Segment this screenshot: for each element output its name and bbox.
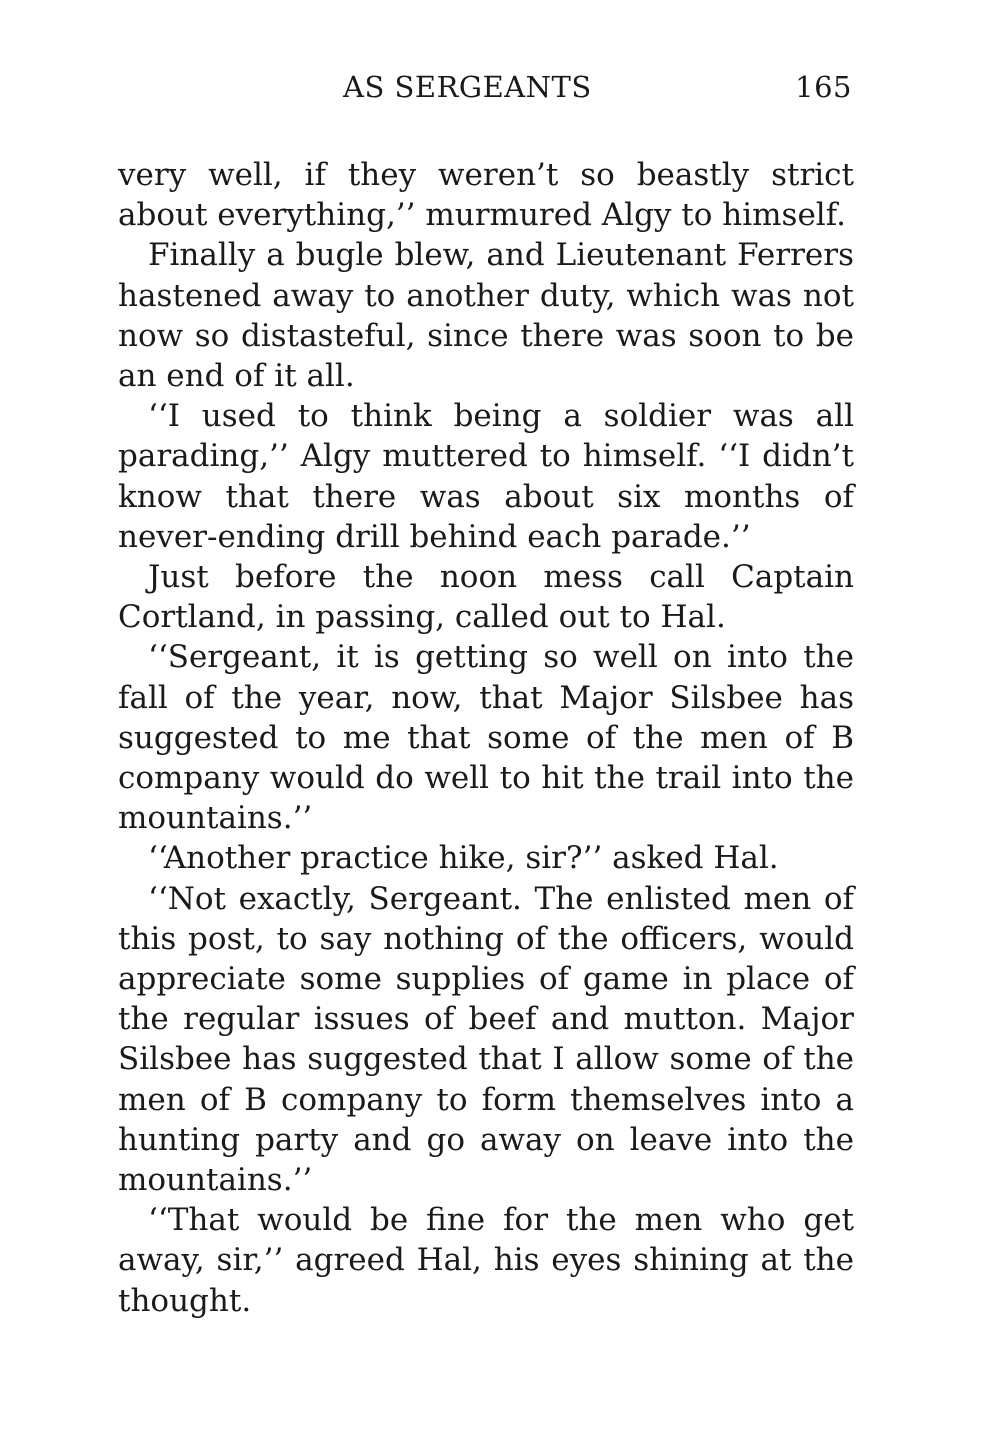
paragraph-5: ‘‘Sergeant, it is getting so well on into the fall of the year, now, that Major Silsbee has suggested to me that some of the men of B company would do well to hit the trail into the mountains.’’ (118, 639, 854, 837)
running-title: AS SERGEANTS (343, 70, 592, 104)
paragraph-1: very well, if they weren’t so beastly strict about everything,’’ murmured Algy to himself. (118, 157, 854, 234)
paragraph-7: ‘‘Not exactly, Sergeant. The enlisted men of this post, to say nothing of the officers, would appreciate some supplies of game in place of the regular issues of beef and mutton. Major Silsbee has suggested that I allow some of the men of B company to form themselves into a hunting party and go away on leave into the mountains.’’ (118, 880, 854, 1199)
body-text (118, 155, 854, 1321)
paragraph-2: Finally a bugle blew, and Lieutenant Ferrers hastened away to another duty, which was not now so distasteful, since there was soon to be an end of it all. (118, 237, 854, 395)
paragraph-6: ‘‘Another practice hike, sir?’’ asked Hal. (148, 840, 779, 877)
paragraph-4: Just before the noon mess call Captain Cortland, in passing, called out to Hal. (118, 559, 854, 636)
paragraph-8: ‘‘That would be fine for the men who get away, sir,’’ agreed Hal, his eyes shining at the thought. (118, 1202, 854, 1319)
running-head (118, 70, 854, 110)
page-number: 165 (795, 70, 852, 104)
paragraph-3: ‘‘I used to think being a soldier was all parading,’’ Algy muttered to himself. ‘‘I didn’t know that there was about six months of never-ending drill behind each parade.’’ (118, 398, 854, 555)
